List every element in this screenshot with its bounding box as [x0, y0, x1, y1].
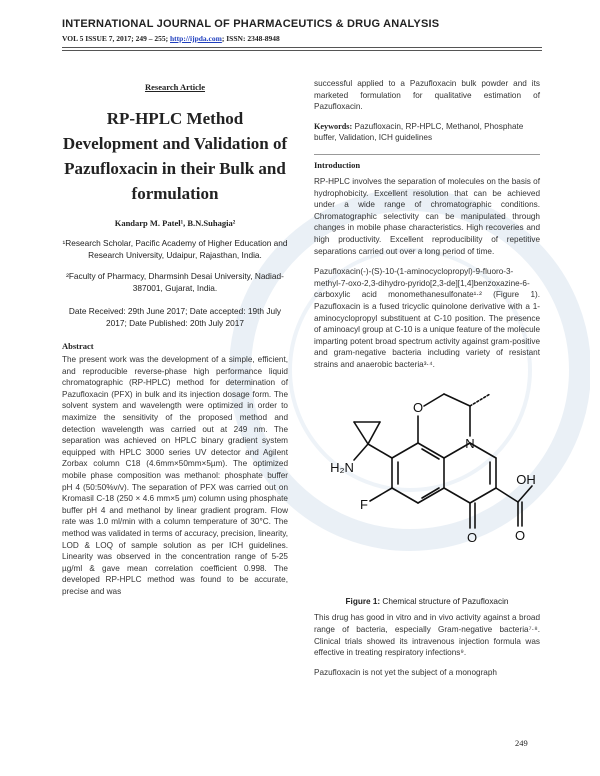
introduction-heading: Introduction — [314, 159, 361, 170]
pazufloxacin-structure-diagram — [314, 378, 540, 590]
article-type: Research Article — [144, 82, 206, 92]
fluorine-label: F — [360, 497, 368, 513]
authors: Kandarp M. Patel¹, B.N.Suhagia² — [114, 218, 236, 228]
keywords-label: Keywords: — [314, 121, 353, 131]
keywords-list: Pazufloxacin, RP-HPLC, Methanol, Phosphate buffer, Validation, ICH guidelines — [314, 121, 524, 143]
amine-label: H₂N — [330, 460, 354, 476]
page-number: 249 — [515, 738, 528, 748]
paragraph-4: Pazufloxacin is not yet the subject of a monograph — [314, 667, 497, 677]
intro-paragraph-1: RP-HPLC involves the separation of molecules on the basis of hydrophobicity. Excellent resolution that can be achieved under a wide range of chromatographic conditions. Chromatographic selectivity can be manipulated through changes in mobile phase characteristics. High recoveries and high productivity. Excellent reproducibility of repetitive separations carried out over a long period of time. — [314, 176, 540, 256]
journal-meta-prefix: VOL 5 ISSUE 7, 2017; 249 – 255; — [62, 34, 170, 43]
left-column — [62, 78, 288, 597]
affiliation-1: ¹Research Scholar, Pacific Academy of Higher Education and Research University, Udaipur, Rajasthan, India. — [62, 238, 288, 260]
intro-paragraph-2: Pazufloxacin(-)-(S)-10-(1-aminocyclopropyl)-9-fluoro-3-methyl-7-oxo-2,3-dihydro-pyrido[2,3-de][1,4]benzoxazine-6-carboxylic acid monomethanesulfonate¹·² (Figure 1). Pazufloxacin is a fused tricyclic quinolone derivative with a 1-aminocyclopropyl substituent at C-10 position. The presence of aminoacyl group at C-10 is a unique feature of the molecule imparting potent broad spectrum activity against gram-positive and gram-negative bacteria including variety of resistant strains and anaerobic bacteria³·⁴. — [314, 267, 540, 369]
figure-caption-text: Chemical structure of Pazufloxacin — [380, 597, 509, 607]
abstract-continuation: successful applied to a Pazufloxacin bulk powder and its marketed formulation for qualitative estimation of Pazufloxacin. — [314, 79, 540, 112]
keto-oxygen-label: O — [466, 530, 478, 546]
abstract-heading: Abstract — [62, 341, 94, 351]
header-rule-top — [62, 47, 542, 48]
journal-meta-suffix: ; ISSN: 2348-8948 — [221, 34, 280, 43]
article-dates: Date Received: 29th June 2017; Date accepted: 19th July 2017; Date Published: 20th July 2017 — [68, 306, 282, 328]
right-column — [314, 78, 540, 678]
journal-title: INTERNATIONAL JOURNAL OF PHARMACEUTICS & DRUG ANALYSIS — [62, 18, 440, 30]
journal-meta — [62, 34, 280, 43]
figure-1 — [314, 378, 540, 607]
paragraph-3: This drug has good in vitro and in vivo activity against a broad range of bacteria, especially Gram-negative bacteria⁷·⁸. Clinical trials showed its intravenous injection formula was effective in treating respiratory infections⁹. — [314, 613, 540, 658]
nitrogen-label: N — [465, 436, 475, 452]
acid-oxygen-label: O — [514, 528, 526, 544]
header-rule-bottom — [62, 50, 542, 51]
journal-link[interactable]: http://ijpda.com — [170, 34, 222, 43]
article-title: RP-HPLC Method Development and Validation of Pazufloxacin in their Bulk and formulation — [62, 109, 288, 203]
keywords — [314, 121, 540, 144]
hydroxyl-label: OH — [516, 472, 536, 488]
oxygen-ring-label: O — [412, 400, 424, 416]
introduction-section — [314, 154, 540, 371]
figure-caption-label: Figure 1: — [345, 597, 381, 607]
figure-caption — [314, 597, 540, 606]
affiliation-2: ²Faculty of Pharmacy, Dharmsinh Desai University, Nadiad-387001, Gujarat, India. — [66, 271, 284, 293]
abstract-text: The present work was the development of a simple, efficient, and reproducible reverse-phase high performance liquid chromatographic (RP-HPLC) method for determination of Pazufloxacin (PFX) in bulk and its injection dosage form. The solvent system and wavelength were optimized in order to maximize the sensitivity of the proposed method and detection wavelength was carried out at 249 nm. The separation was achieved on HPLC binary gradient system equipped with HPLC 3000 series UV detector and Agilent Zorbax column C18 (4.6mm×50mm×5µm). The optimized mobile phase composition was methanol: phosphate buffer pH 4 (50:50%v/v). The separation of PFX was carried out on Kromasil C-18 (250 × 4.6 mm×5 µm) column using phosphate buffer pH 4 and methanol by linear gradient program. Flow rate was 1.0 ml/min with a column temperature of 30°C. The method was validated in terms of accuracy, precision, linearity, LOD & LOQ of sample solution as per ICH guidelines. Linearity was observed in the concentration range of 5-25 µg/ml & gave mean correlation coefficient 0.998. The developed RP-HPLC method was found to be accurate, precise and was — [62, 355, 288, 596]
